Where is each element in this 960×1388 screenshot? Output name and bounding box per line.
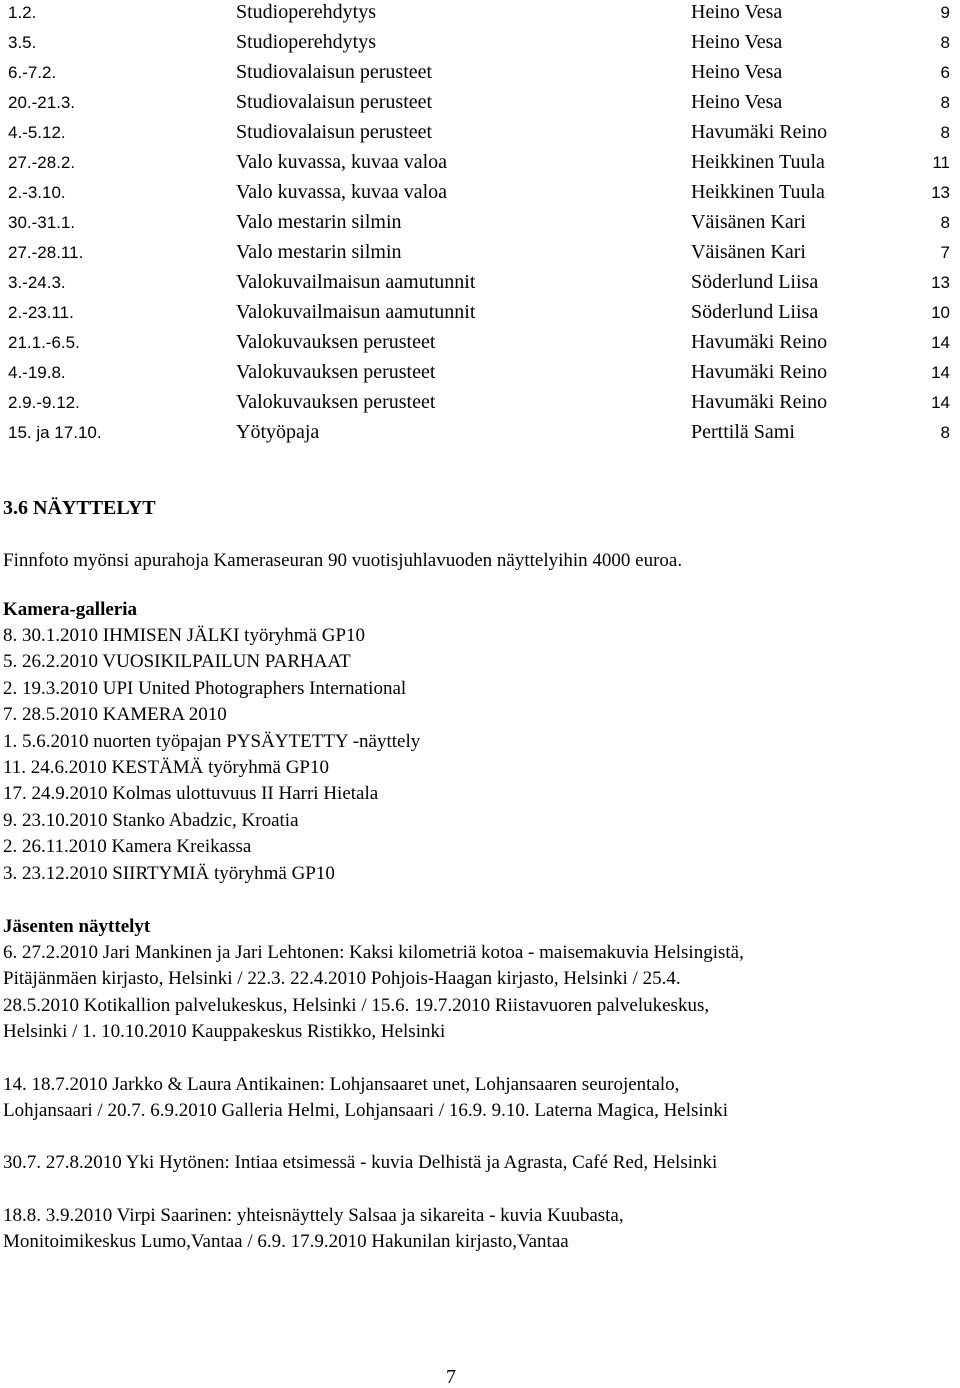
course-name: Valokuvailmaisun aamutunnit (236, 301, 476, 323)
participant-count: 10 (931, 303, 950, 322)
participant-count: 8 (940, 93, 950, 112)
course-name: Studiovalaisun perusteet (236, 61, 433, 83)
course-date: 20.-21.3. (8, 93, 76, 112)
course-teacher: Söderlund Liisa (691, 301, 819, 323)
list-item: 5. 26.2.2010 VUOSIKILPAILUN PARHAAT (3, 651, 351, 673)
course-date: 4.-5.12. (8, 123, 66, 142)
course-date: 2.-23.11. (8, 303, 74, 322)
participant-count: 8 (940, 213, 950, 232)
course-date: 27.-28.2. (8, 153, 76, 172)
course-name: Yötyöpaja (236, 421, 320, 443)
table-row (0, 180, 960, 210)
course-teacher: Heikkinen Tuula (691, 181, 825, 203)
entry-line: 30.7. 27.8.2010 Yki Hytönen: Intiaa etsimessä - kuvia Delhistä ja Agrasta, Café Red, Helsinki (3, 1152, 718, 1174)
entry-line: 14. 18.7.2010 Jarkko & Laura Antikainen: Lohjansaaret unet, Lohjansaaren seurojentalo, (3, 1073, 680, 1095)
course-teacher: Heino Vesa (691, 91, 783, 113)
participant-count: 8 (940, 123, 950, 142)
course-date: 4.-19.8. (8, 363, 66, 382)
course-name: Valokuvauksen perusteet (236, 391, 436, 413)
table-row (0, 420, 960, 450)
table-row (0, 150, 960, 180)
course-teacher: Havumäki Reino (691, 121, 828, 143)
course-name: Valo kuvassa, kuvaa valoa (236, 181, 448, 203)
participant-count: 14 (931, 363, 950, 382)
entry-line: 18.8. 3.9.2010 Virpi Saarinen: yhteisnäyttely Salsaa ja sikareita - kuvia Kuubasta, (3, 1204, 624, 1226)
table-row (0, 30, 960, 60)
section-heading: 3.6 NÄYTTELYT (3, 497, 156, 519)
course-date: 15. ja 17.10. (8, 423, 102, 442)
table-row (0, 300, 960, 330)
list-item: 2. 19.3.2010 UPI United Photographers International (3, 677, 407, 699)
exhibition-entry (3, 1072, 953, 1125)
entry-line: Lohjansaari / 20.7. 6.9.2010 Galleria Helmi, Lohjansaari / 16.9. 9.10. Laterna Magica, Helsinki (3, 1100, 728, 1122)
course-date: 21.1.-6.5. (8, 333, 80, 352)
course-teacher: Havumäki Reino (691, 361, 828, 383)
course-name: Valo mestarin silmin (236, 241, 402, 263)
entry-line: Monitoimikeskus Lumo,Vantaa / 6.9. 17.9.2010 Hakunilan kirjasto,Vantaa (3, 1231, 569, 1253)
list-item: 17. 24.9.2010 Kolmas ulottuvuus II Harri Hietala (3, 783, 379, 805)
course-teacher: Heino Vesa (691, 1, 783, 23)
course-date: 3.-24.3. (8, 273, 66, 292)
table-row (0, 240, 960, 270)
course-teacher: Väisänen Kari (691, 211, 806, 233)
page-number: 7 (446, 1366, 456, 1388)
participant-count: 11 (932, 153, 950, 172)
course-name: Valo mestarin silmin (236, 211, 402, 233)
course-name: Valokuvailmaisun aamutunnit (236, 271, 476, 293)
exhibition-entry (3, 940, 953, 1046)
members-section (3, 914, 953, 1256)
participant-count: 8 (940, 423, 950, 442)
table-row (0, 360, 960, 390)
course-teacher: Heino Vesa (691, 31, 783, 53)
entry-line: Pitäjänmäen kirjasto, Helsinki / 22.3. 22.4.2010 Pohjois-Haagan kirjasto, Helsinki / 25.4. (3, 968, 681, 990)
intro-paragraph: Finnfoto myönsi apurahoja Kameraseuran 90 vuotisjuhlavuoden näyttelyihin 4000 euroa. (3, 550, 683, 571)
course-teacher: Perttilä Sami (691, 421, 795, 443)
course-date: 3.5. (8, 33, 37, 52)
entry-line: 6. 27.2.2010 Jari Mankinen ja Jari Lehtonen: Kaksi kilometriä kotoa - maisemakuvia Helsingistä, (3, 942, 744, 963)
list-item: 1. 5.6.2010 nuorten työpajan PYSÄYTETTY -näyttely (3, 730, 421, 752)
table-row (0, 0, 960, 30)
course-teacher: Väisänen Kari (691, 241, 806, 263)
course-teacher: Havumäki Reino (691, 331, 828, 353)
entry-line: Helsinki / 1. 10.10.2010 Kauppakeskus Ristikko, Helsinki (3, 1021, 446, 1043)
course-name: Valo kuvassa, kuvaa valoa (236, 151, 448, 173)
participant-count: 6 (940, 63, 950, 82)
course-date: 6.-7.2. (8, 63, 57, 82)
exhibition-entry (3, 1203, 953, 1256)
participant-count: 8 (940, 33, 950, 52)
table-row (0, 270, 960, 300)
table-row (0, 330, 960, 360)
table-row (0, 120, 960, 150)
participant-count: 7 (940, 243, 950, 262)
participant-count: 14 (931, 393, 950, 412)
course-name: Studiovalaisun perusteet (236, 121, 433, 143)
participant-count: 13 (931, 183, 950, 202)
course-name: Studiovalaisun perusteet (236, 91, 433, 113)
table-row (0, 90, 960, 120)
course-date: 2.9.-9.12. (8, 393, 80, 412)
table-row (0, 210, 960, 240)
course-name: Valokuvauksen perusteet (236, 331, 436, 353)
table-row (0, 390, 960, 420)
members-heading: Jäsenten näyttelyt (3, 916, 151, 937)
course-teacher: Heino Vesa (691, 61, 783, 83)
course-table (0, 0, 960, 450)
list-item: 7. 28.5.2010 KAMERA 2010 (3, 704, 227, 726)
course-name: Studioperehdytys (236, 1, 376, 23)
course-teacher: Havumäki Reino (691, 391, 828, 413)
course-date: 27.-28.11. (8, 243, 84, 262)
course-name: Valokuvauksen perusteet (236, 361, 436, 383)
list-item: 11. 24.6.2010 KESTÄMÄ työryhmä GP10 (3, 757, 329, 779)
course-date: 30.-31.1. (8, 213, 76, 232)
gallery-heading: Kamera-galleria (3, 599, 138, 620)
list-item: 2. 26.11.2010 Kamera Kreikassa (3, 836, 252, 858)
exhibition-entry (3, 1150, 953, 1176)
course-name: Studioperehdytys (236, 31, 376, 53)
list-item: 9. 23.10.2010 Stanko Abadzic, Kroatia (3, 809, 299, 831)
table-row (0, 60, 960, 90)
list-item: 3. 23.12.2010 SIIRTYMIÄ työryhmä GP10 (3, 862, 335, 884)
course-teacher: Söderlund Liisa (691, 271, 819, 293)
course-teacher: Heikkinen Tuula (691, 151, 825, 173)
list-item: 8. 30.1.2010 IHMISEN JÄLKI työryhmä GP10 (3, 625, 366, 646)
participant-count: 14 (931, 333, 950, 352)
course-date: 1.2. (8, 3, 37, 22)
participant-count: 9 (940, 3, 950, 22)
entry-line: 28.5.2010 Kotikallion palvelukeskus, Helsinki / 15.6. 19.7.2010 Riistavuoren palvelukeskus, (3, 994, 710, 1016)
participant-count: 13 (931, 273, 950, 292)
course-date: 2.-3.10. (8, 183, 66, 202)
gallery-section (3, 597, 420, 887)
